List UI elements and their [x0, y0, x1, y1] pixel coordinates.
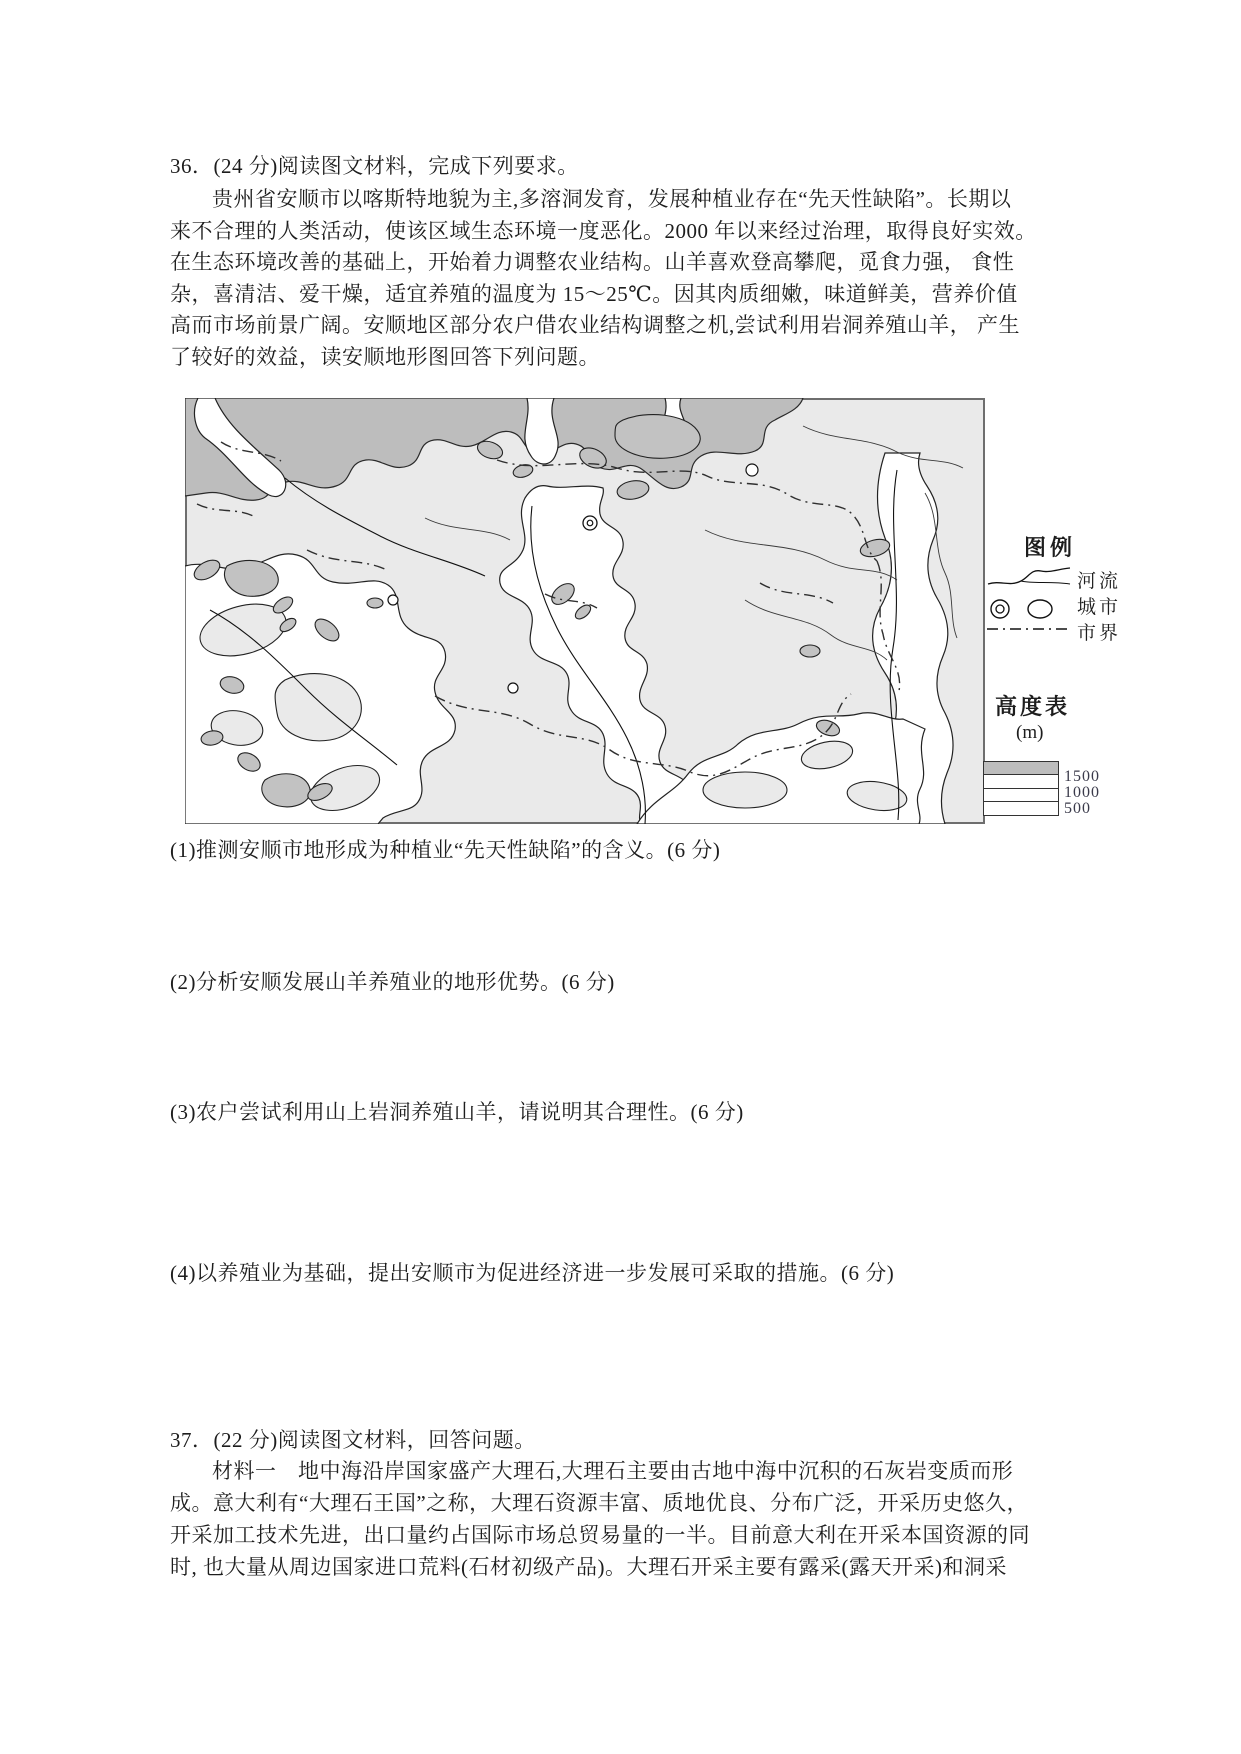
- anshun-topographic-map: [185, 398, 985, 824]
- city-legend-icon: [988, 597, 1068, 621]
- paragraph-line: 高而市场前景广阔。安顺地区部分农户借农业结构调整之机,尝试利用岩洞养殖山羊， 产生: [170, 313, 1020, 337]
- height-scale-value: 1000: [1064, 784, 1100, 801]
- boundary-legend-icon: [985, 624, 1070, 634]
- question-36-1: (1)推测安顺市地形成为种植业“先天性缺陷”的含义。(6 分): [170, 838, 721, 862]
- material-line: 时, 也大量从周边国家进口荒料(石材初级产品)。大理石开采主要有露采(露天开采)和洞采: [170, 1555, 1007, 1579]
- height-table-title: 高度表: [995, 694, 1071, 719]
- legend-label-river: 河流: [1077, 571, 1122, 592]
- city-marker: [508, 683, 518, 693]
- city-marker-double-circle: [583, 516, 597, 530]
- material-line: 开采加工技术先进，出口量约占国际市场总贸易量的一半。目前意大利在开采本国资源的同: [170, 1523, 1030, 1547]
- paragraph-line: 来不合理的人类活动，使该区域生态环境一度恶化。2000 年以来经过治理，取得良好实效。: [170, 218, 1037, 243]
- river-legend-icon: [985, 560, 1073, 592]
- paragraph-line: 了较好的效益，读安顺地形图回答下列问题。: [170, 344, 600, 369]
- question-36-2: (2)分析安顺发展山羊养殖业的地形优势。(6 分): [170, 970, 615, 994]
- question-36-4: (4)以养殖业为基础，提出安顺市为促进经济进一步发展可采取的措施。(6 分): [170, 1261, 895, 1285]
- height-scale-box: [983, 801, 1059, 816]
- question-36-3: (3)农户尝试利用山上岩洞养殖山羊，请说明其合理性。(6 分): [170, 1100, 744, 1124]
- question-36-header: 36．(24 分)阅读图文材料，完成下列要求。: [170, 154, 579, 178]
- legend-title: 图例: [1024, 535, 1077, 560]
- question-37-header: 37．(22 分)阅读图文材料，回答问题。: [170, 1428, 536, 1452]
- height-scale-value: 500: [1064, 800, 1091, 817]
- material-line: 成。意大利有“大理石王国”之称，大理石资源丰富、质地优良、分布广泛，开采历史悠久，: [170, 1491, 1029, 1515]
- legend-label-boundary: 市界: [1077, 623, 1122, 644]
- height-scale-boxes: [983, 761, 1059, 816]
- question-37-material: [170, 1455, 1030, 1583]
- paragraph-line: 杂，喜清洁、爱干燥，适宜养殖的温度为 15～25℃。因其肉质细嫩，味道鲜美，营养价值: [170, 281, 1018, 306]
- city-marker: [746, 464, 758, 476]
- height-table-unit: (m): [1016, 722, 1044, 743]
- height-scale-value: 1500: [1064, 768, 1100, 785]
- material-line: 材料一 地中海沿岸国家盛产大理石,大理石主要由古地中海中沉积的石灰岩变质而形: [212, 1459, 1014, 1483]
- question-36-paragraph: [170, 184, 1037, 373]
- city-marker: [388, 595, 398, 605]
- paragraph-line: 贵州省安顺市以喀斯特地貌为主,多溶洞发育，发展种植业存在“先天性缺陷”。长期以: [212, 187, 1012, 211]
- legend-label-city: 城市: [1077, 597, 1122, 618]
- paragraph-line: 在生态环境改善的基础上，开始着力调整农业结构。山羊喜欢登高攀爬，觅食力强， 食性: [170, 250, 1015, 274]
